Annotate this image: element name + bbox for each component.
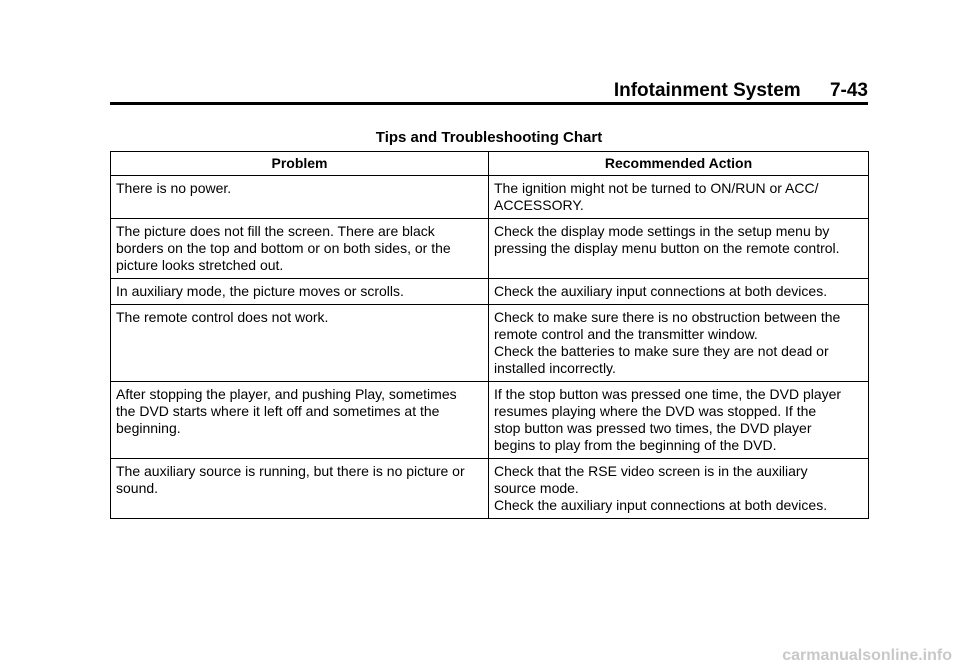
action-cell-text: If the stop button was pressed one time, the DVD player xyxy=(494,386,842,402)
action-cell-text: begins to play from the beginning of the DVD. xyxy=(494,437,777,453)
watermark: carmanualsonline.info xyxy=(782,647,952,664)
table-header-row xyxy=(111,152,869,176)
action-cell-text: source mode. xyxy=(494,480,579,496)
problem-cell-text: beginning. xyxy=(116,420,181,436)
column-header-action: Recommended Action xyxy=(489,152,869,176)
header-rule xyxy=(110,102,868,105)
action-cell-text: installed incorrectly. xyxy=(494,360,616,376)
action-cell-text: Check the auxiliary input connections at both devices. xyxy=(494,283,828,299)
problem-cell xyxy=(111,305,489,382)
problem-cell xyxy=(111,382,489,459)
action-cell-text: The ignition might not be turned to ON/RUN or ACC/ xyxy=(494,180,819,196)
chart-title: Tips and Troubleshooting Chart xyxy=(375,129,603,146)
action-cell xyxy=(489,305,869,382)
action-cell-text: Check to make sure there is no obstruction between the xyxy=(494,309,841,325)
table-row xyxy=(111,459,869,519)
problem-cell xyxy=(111,459,489,519)
action-cell-text: resumes playing where the DVD was stopped. If the xyxy=(494,403,817,419)
column-header-problem: Problem xyxy=(111,152,489,176)
action-cell-text: stop button was pressed two times, the DVD player xyxy=(494,420,812,436)
action-cell xyxy=(489,176,869,219)
problem-cell-text: borders on the top and bottom or on both sides, or the xyxy=(116,240,451,256)
troubleshooting-table xyxy=(110,151,869,519)
action-cell-text: ACCESSORY. xyxy=(494,197,584,213)
action-cell xyxy=(489,459,869,519)
table-row xyxy=(111,176,869,219)
table-row xyxy=(111,305,869,382)
problem-cell xyxy=(111,219,489,279)
problem-cell-text: In auxiliary mode, the picture moves or scrolls. xyxy=(116,283,404,299)
problem-cell-text: There is no power. xyxy=(116,180,232,196)
action-cell xyxy=(489,382,869,459)
action-cell xyxy=(489,279,869,305)
problem-cell-text: The picture does not fill the screen. There are black xyxy=(116,223,435,239)
problem-cell-text: After stopping the player, and pushing Play, sometimes xyxy=(116,386,457,402)
problem-cell-text: picture looks stretched out. xyxy=(116,257,284,273)
problem-cell-text: the DVD starts where it left off and sometimes at the xyxy=(116,403,440,419)
page-number: 7-43 xyxy=(829,80,868,101)
section-title: Infotainment System xyxy=(613,80,801,101)
table-row xyxy=(111,382,869,459)
problem-cell xyxy=(111,279,489,305)
problem-cell xyxy=(111,176,489,219)
action-cell-text: Check the auxiliary input connections at both devices. xyxy=(494,497,828,513)
action-cell-text: Check the batteries to make sure they are not dead or xyxy=(494,343,829,359)
action-cell-text: Check that the RSE video screen is in the auxiliary xyxy=(494,463,808,479)
page-header xyxy=(110,78,868,104)
action-cell-text: remote control and the transmitter window. xyxy=(494,326,758,342)
problem-cell-text: The auxiliary source is running, but there is no picture or xyxy=(116,463,465,479)
problem-cell-text: The remote control does not work. xyxy=(116,309,329,325)
action-cell-text: pressing the display menu button on the remote control. xyxy=(494,240,840,256)
problem-cell-text: sound. xyxy=(116,480,159,496)
table-row xyxy=(111,219,869,279)
action-cell-text: Check the display mode settings in the setup menu by xyxy=(494,223,830,239)
table-row xyxy=(111,279,869,305)
action-cell xyxy=(489,219,869,279)
